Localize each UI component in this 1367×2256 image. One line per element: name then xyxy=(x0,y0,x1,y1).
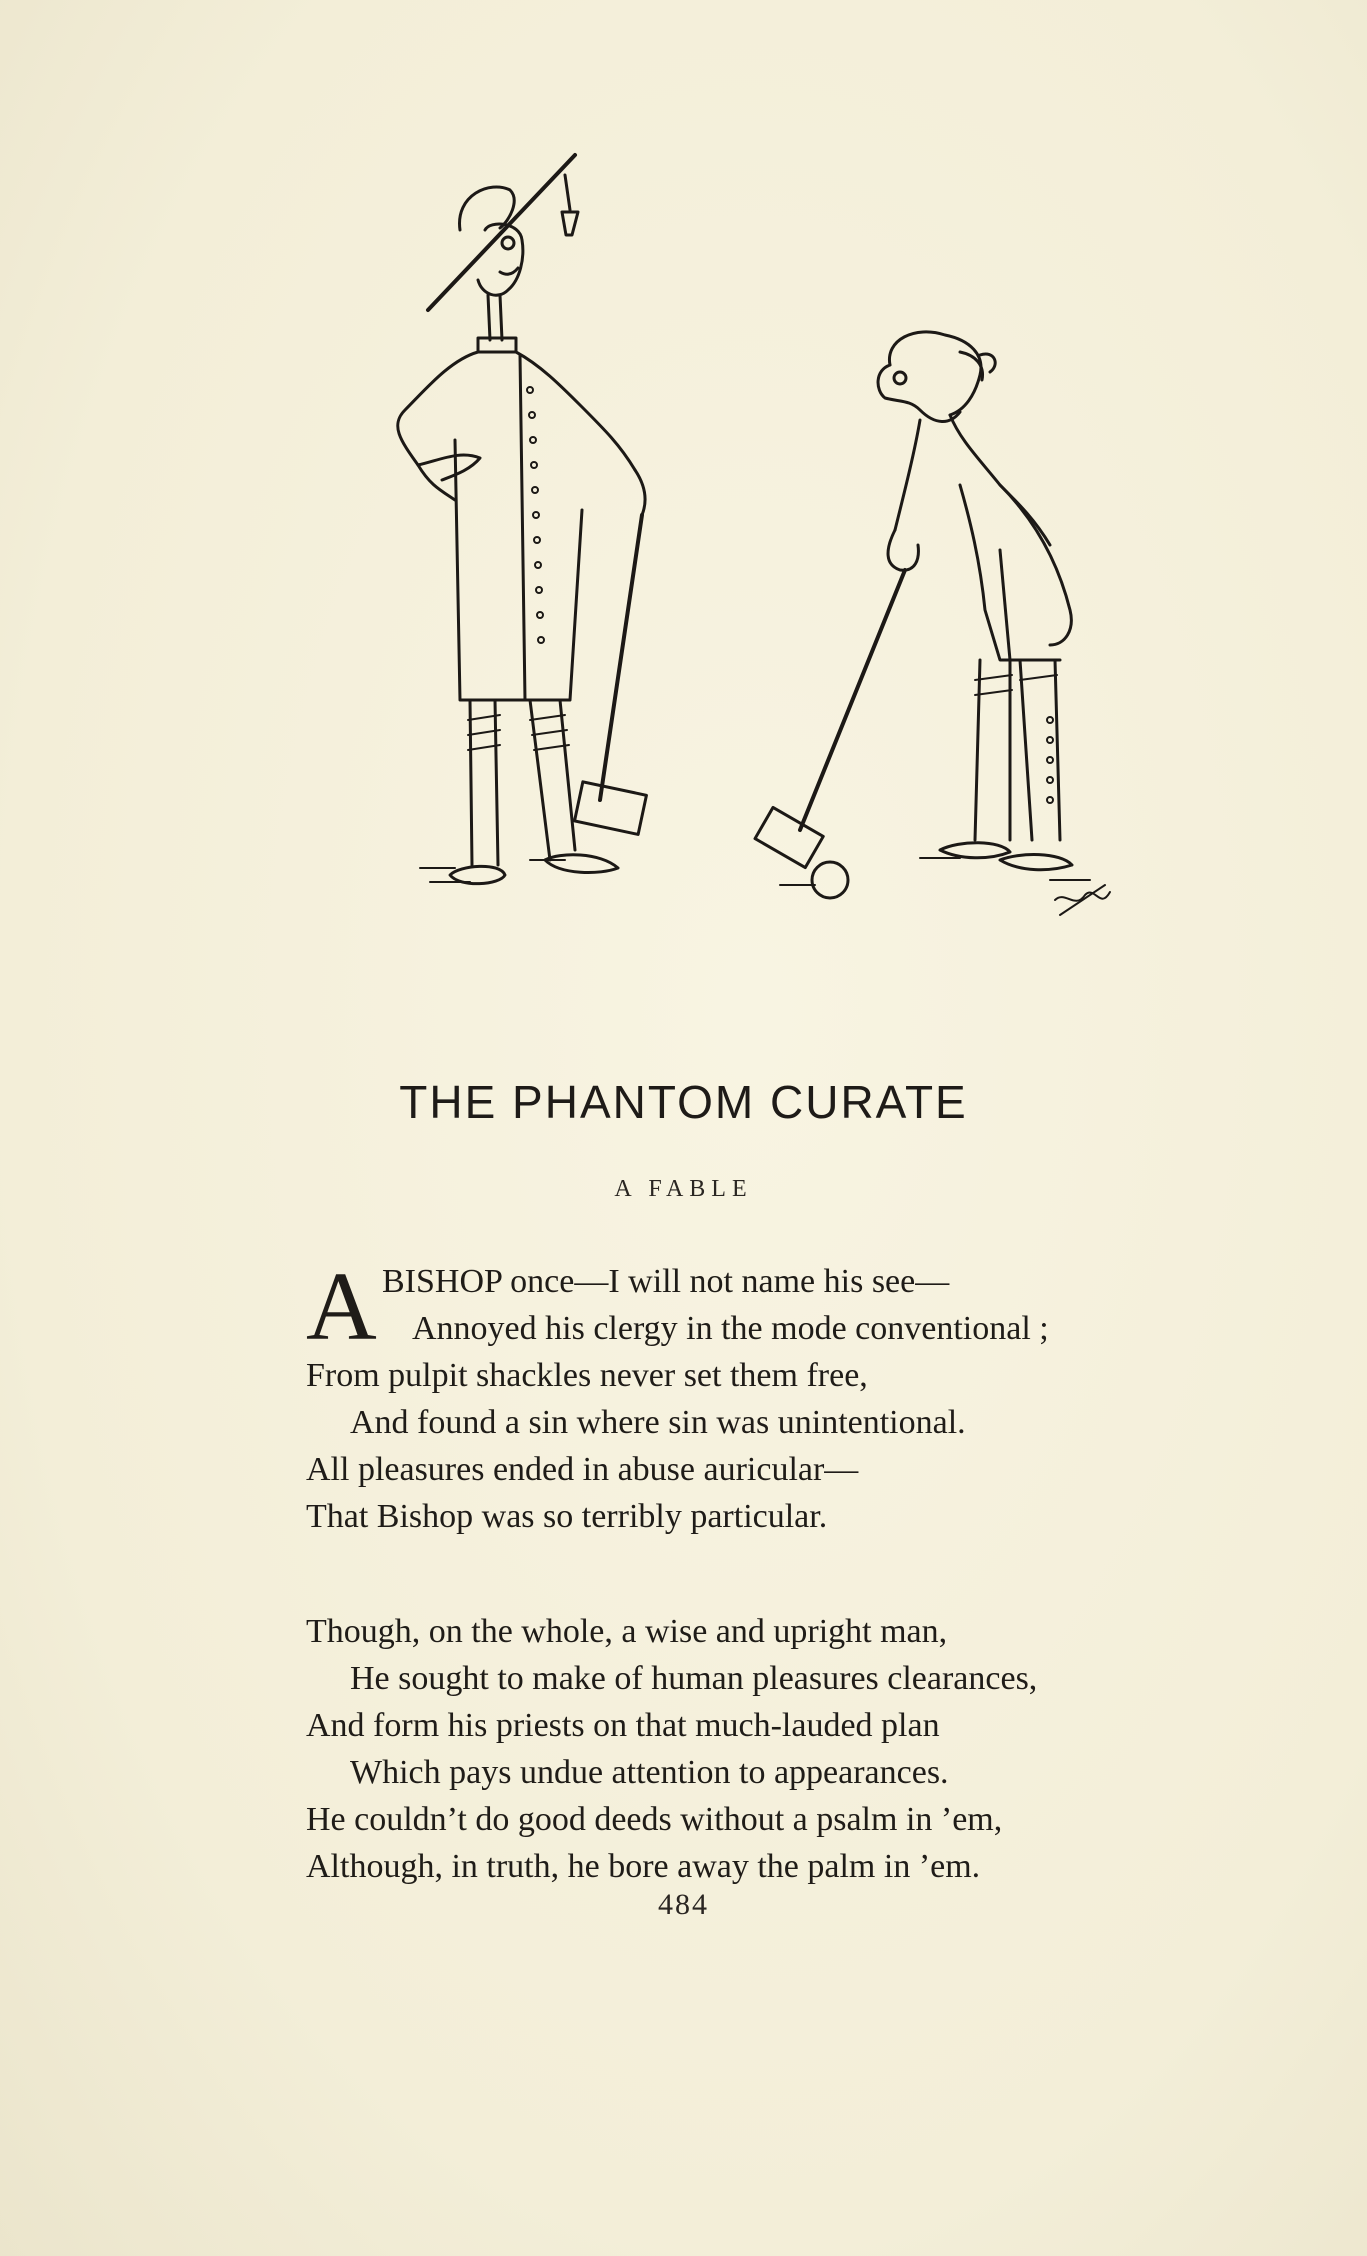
stanza-1 xyxy=(306,1253,1266,1540)
verse-line: BISHOP once—I will not name his see— xyxy=(382,1263,950,1300)
verse-line: Although, in truth, he bore away the palm in ’em. xyxy=(306,1848,981,1885)
bishop-figure xyxy=(755,332,1090,898)
verse-line: And form his priests on that much-lauded plan xyxy=(306,1707,940,1744)
verse-line: Which pays undue attention to appearances. xyxy=(350,1754,949,1791)
verse-line: From pulpit shackles never set them free, xyxy=(306,1357,868,1394)
croquet-drawing xyxy=(360,140,1160,940)
verse-line: Annoyed his clergy in the mode conventional ; xyxy=(412,1310,1049,1347)
verse-line: And found a sin where sin was unintentional. xyxy=(350,1404,966,1441)
page-number: 484 xyxy=(658,1888,709,1921)
verse-line: He sought to make of human pleasures clearances, xyxy=(350,1660,1038,1697)
verse-line: He couldn’t do good deeds without a psalm in ’em, xyxy=(306,1801,1003,1838)
verse-line: Though, on the whole, a wise and upright man, xyxy=(306,1613,948,1650)
drop-cap: A xyxy=(306,1253,377,1361)
verse-line: All pleasures ended in abuse auricular— xyxy=(306,1451,859,1488)
stanza-2 xyxy=(306,1608,1266,1890)
curate-figure xyxy=(398,155,647,884)
artist-monogram xyxy=(1055,885,1110,915)
poem-title: THE PHANTOM CURATE xyxy=(399,1076,968,1128)
poem-subtitle: A FABLE xyxy=(614,1176,753,1202)
croquet-illustration xyxy=(360,140,1160,940)
verse-line: That Bishop was so terribly particular. xyxy=(306,1498,828,1535)
